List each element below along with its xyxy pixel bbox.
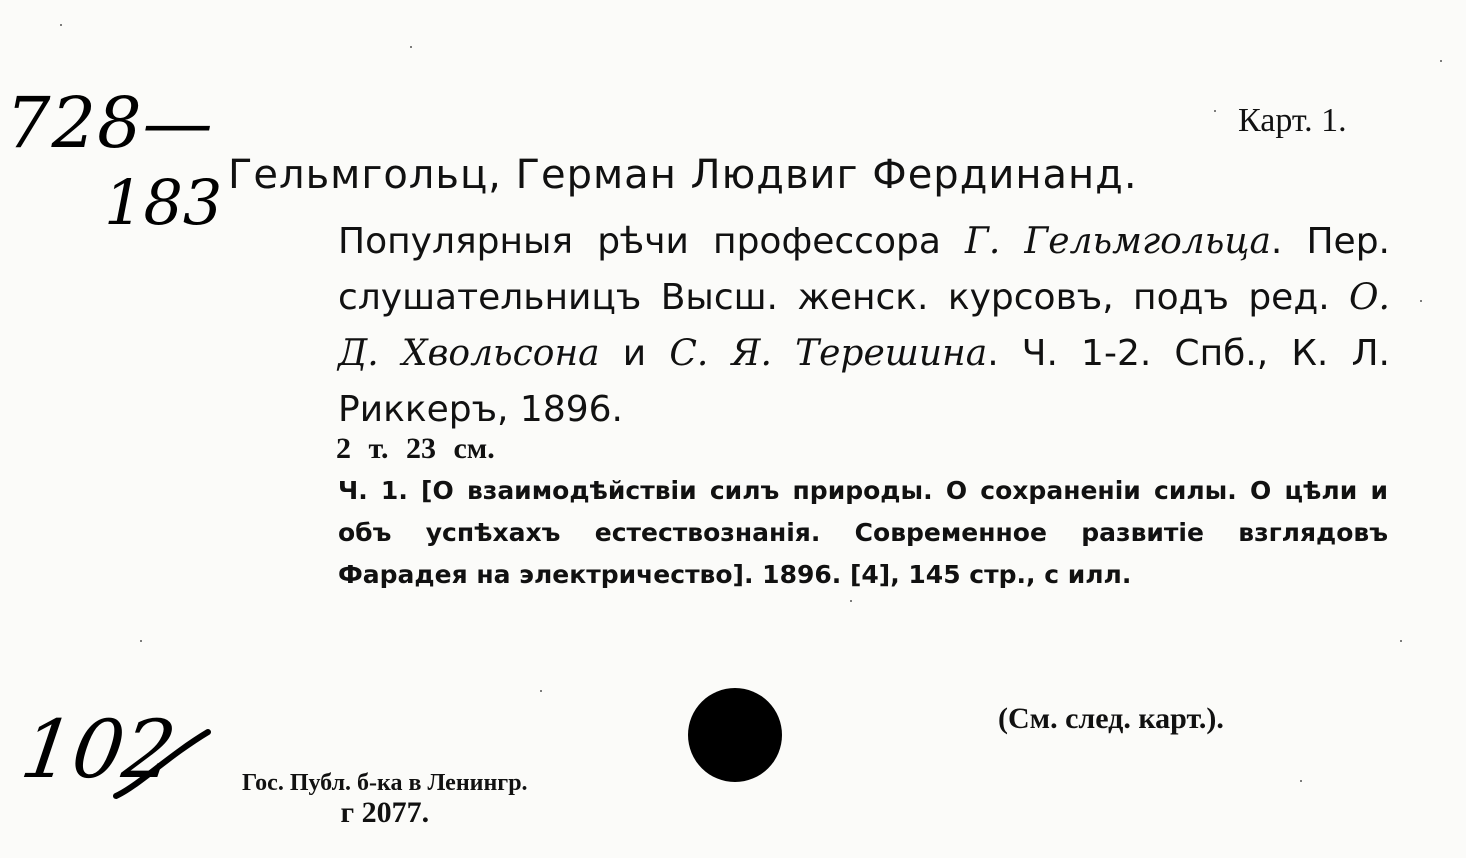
editor-2: С. Я. Терешина — [669, 333, 988, 374]
library-stamp — [242, 768, 528, 828]
see-next-card-note: (См. след. карт.). — [998, 702, 1224, 735]
speck — [1420, 300, 1422, 302]
speck — [1400, 640, 1402, 642]
speck — [1214, 110, 1216, 112]
handwritten-shelfmark-top: 728— — [6, 82, 214, 164]
library-stamp-line2: г 2077. — [340, 796, 430, 829]
speck — [60, 24, 62, 26]
handwritten-shelfmark-mid: 183 — [104, 166, 223, 239]
translator-text: . Пер. слушательницъ Высш. женск. курсовъ, подъ ред. — [338, 221, 1391, 318]
punch-hole — [688, 688, 782, 782]
speck — [140, 640, 142, 642]
conjunction: и — [599, 333, 670, 374]
title-paragraph — [230, 214, 1390, 438]
library-stamp-line1: Гос. Публ. б-ка в Ленингр. — [242, 770, 528, 796]
editor-1: О. Д. Хвольсона — [338, 277, 1390, 374]
speck — [850, 600, 852, 602]
author-heading: Гельмгольц, Герман Людвиг Фердинанд. — [228, 152, 1138, 198]
collation: 2 т. 23 см. — [336, 432, 495, 465]
speck — [1300, 780, 1302, 782]
imprint-text: . Ч. 1-2. Спб., К. Л. Риккеръ, 1896. — [338, 333, 1390, 430]
title-text: Популярныя рѣчи профессора — [338, 221, 966, 262]
card-number: Карт. 1. — [1238, 102, 1347, 139]
handwritten-stroke — [108, 726, 218, 806]
contents-text: Ч. 1. [О взаимодѣйствіи силъ природы. О сохраненіи силы. О цѣли и объ успѣхахъ естествознанія. Современное развитіе взглядовъ Фарадея на электричество]. 1896. [4], 145 стр., с илл. — [338, 476, 1388, 589]
speck — [410, 46, 412, 48]
contents-note — [232, 470, 1388, 596]
title-author: Г. Гельмгольца — [965, 221, 1271, 262]
speck — [540, 690, 542, 692]
handwritten-shelfmark-bottom: 102 — [15, 703, 182, 796]
title-block — [230, 214, 1390, 438]
speck — [1440, 60, 1442, 62]
